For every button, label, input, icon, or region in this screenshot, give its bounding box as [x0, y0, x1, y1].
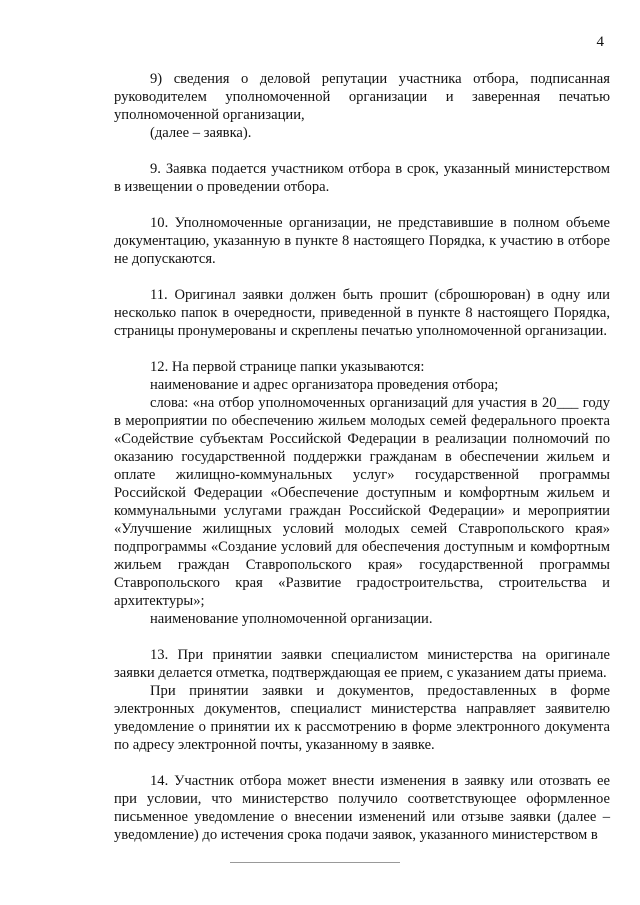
paragraph-gap: [114, 340, 610, 358]
paragraph-item-9: 9) сведения о деловой репутации участника отбора, подписанная руководителем уполномоченной организации и заверенная печатью уполномоченной организации,: [114, 71, 610, 123]
paragraph-electronic-notice: При принятии заявки и документов, предоставленных в форме электронных документов, специалист министерства направляет заявителю уведомление о принятии их к рассмотрению в форме электронного документа по адресу электронной почты, указанному в заявке.: [114, 683, 610, 753]
paragraph-application-definition: (далее – заявка).: [150, 125, 252, 141]
paragraph-organization-name: наименование уполномоченной организации.: [150, 611, 433, 627]
paragraph-section-12: 12. На первой странице папки указываются:: [150, 359, 425, 375]
document-body: [114, 70, 610, 844]
page-number: 4: [596, 34, 604, 50]
paragraph-section-14: 14. Участник отбора может внести изменения в заявку или отозвать ее при условии, что министерство получило соответствующее оформленное письменное уведомление о внесении изменений или отзыве заявки (далее – уведомление) до истечения срока подачи заявок, указанного министерством в: [114, 773, 610, 843]
paragraph-organizer-name: наименование и адрес организатора проведения отбора;: [150, 377, 499, 393]
paragraph-section-9: 9. Заявка подается участником отбора в срок, указанный министерством в извещении о проведении отбора.: [114, 161, 610, 195]
footer-divider: [230, 862, 400, 863]
paragraph-gap: [114, 754, 610, 772]
paragraph-words-text: слова: «на отбор уполномоченных организаций для участия в 20___ году в мероприятии по обеспечению жильем молодых семей федерального проекта «Содействие субъектам Российской Федерации в реализации полномочий по оказанию государственной поддержки гражданам в обеспечении жильем и оплате жилищно-коммунальных услуг» государственной программы Российской Федерации «Обеспечение доступным и комфортным жильем и коммунальными услугами граждан Российской Федерации» и мероприятии «Улучшение жилищных условий молодых семей Ставропольского края» подпрограммы «Создание условий для обеспечения доступным и комфортным жильем граждан Ставропольского края» государственной программы Ставропольского края «Развитие градостроительства, строительства и архитектуры»;: [114, 395, 610, 609]
paragraph-gap: [114, 142, 610, 160]
paragraph-section-13: 13. При принятии заявки специалистом министерства на оригинале заявки делается отметка, подтверждающая ее прием, с указанием даты приема.: [114, 647, 610, 681]
paragraph-gap: [114, 196, 610, 214]
paragraph-gap: [114, 628, 610, 646]
paragraph-section-11: 11. Оригинал заявки должен быть прошит (сброшюрован) в одну или несколько папок в очередности, приведенной в пункте 8 настоящего Порядка, страницы пронумерованы и скреплены печатью уполномоченной организации.: [114, 287, 610, 339]
paragraph-gap: [114, 268, 610, 286]
paragraph-section-10: 10. Уполномоченные организации, не представившие в полном объеме документацию, указанную в пункте 8 настоящего Порядка, к участию в отборе не допускаются.: [114, 215, 610, 267]
